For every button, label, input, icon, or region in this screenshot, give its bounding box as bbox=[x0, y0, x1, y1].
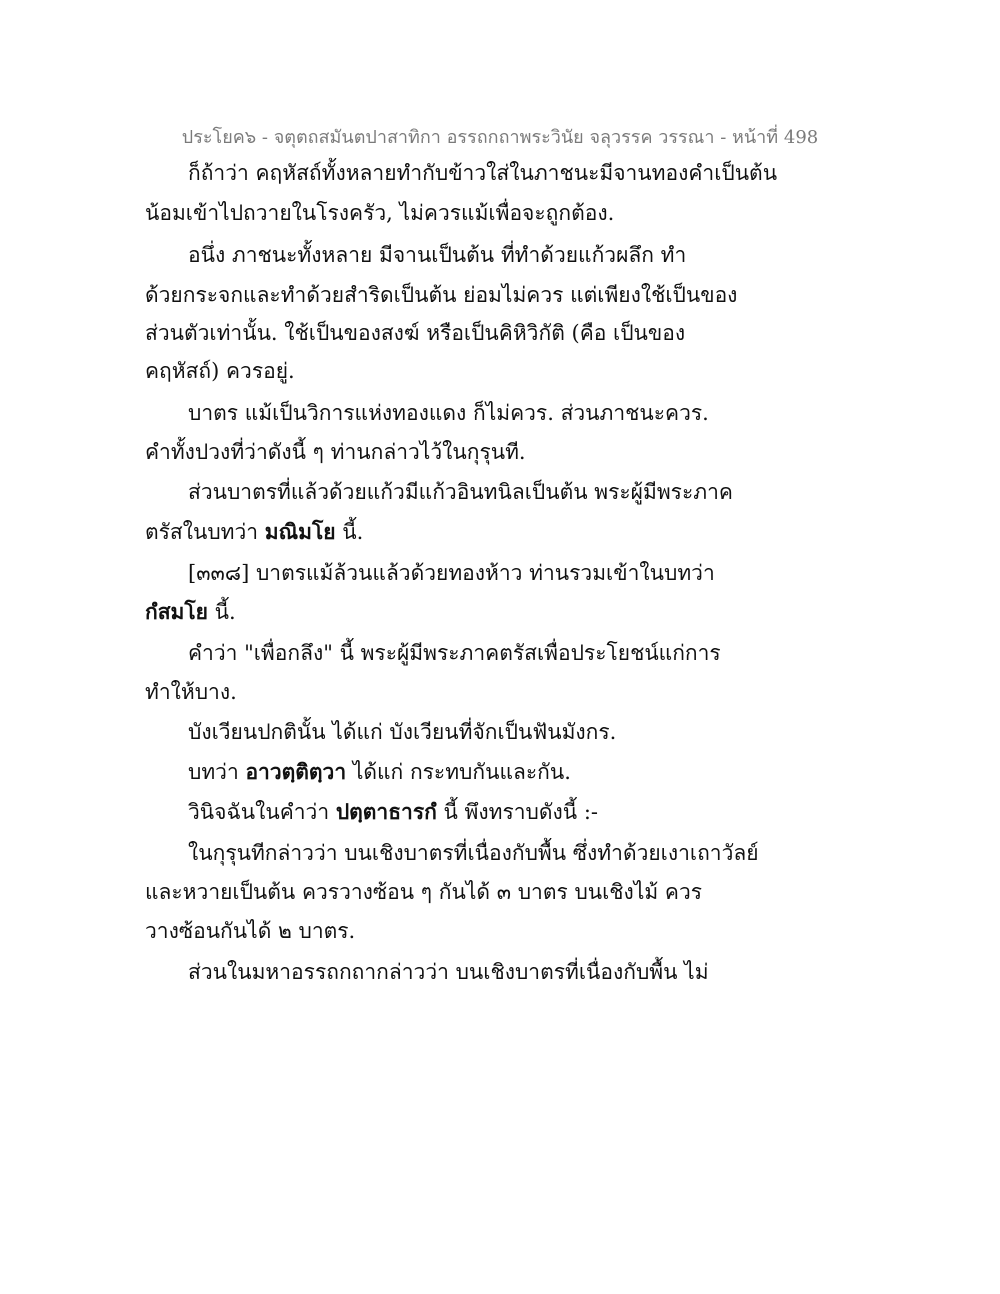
body-line: น้อมเข้าไปถวายในโรงครัว, ไม่ควรแม้เพื่อจะถูกต้อง. bbox=[145, 201, 615, 225]
body-text: บทว่า bbox=[188, 760, 246, 784]
body-line: บังเวียนปกตินั้น ได้แก่ บังเวียนที่จักเป็นฟันมังกร. bbox=[188, 720, 617, 744]
body-text: ตรัสในบทว่า bbox=[145, 520, 265, 544]
body-line: ส่วนตัวเท่านั้น. ใช้เป็นของสงฆ์ หรือเป็นคิหิวิกัติ (คือ เป็นของ bbox=[145, 321, 686, 345]
body-line bbox=[145, 597, 236, 627]
body-line: คำทั้งปวงที่ว่าดังนี้ ๆ ท่านกล่าวไว้ในกุรุนที. bbox=[145, 440, 526, 464]
pali-term: กํสมโย bbox=[145, 599, 208, 624]
body-line: ก็ถ้าว่า คฤหัสถ์ทั้งหลายทำกับข้าวใส่ในภาชนะมีจานทองคำเป็นต้น bbox=[188, 161, 778, 185]
body-line: อนึ่ง ภาชนะทั้งหลาย มีจานเป็นต้น ที่ทำด้วยแก้วผลึก ทำ bbox=[188, 243, 687, 267]
body-line: คำว่า "เพื่อกลึง" นี้ พระผู้มีพระภาคตรัสเพื่อประโยชน์แก่การ bbox=[188, 641, 721, 665]
body-text: นี้ พึงทราบดังนี้ :- bbox=[436, 800, 598, 824]
body-line: วางซ้อนกันได้ ๒ บาตร. bbox=[145, 919, 356, 943]
body-line: ทำให้บาง. bbox=[145, 680, 237, 704]
body-line: คฤหัสถ์) ควรอยู่. bbox=[145, 359, 295, 383]
body-line: ส่วนบาตรที่แล้วด้วยแก้วมีแก้วอินทนิลเป็นต้น พระผู้มีพระภาค bbox=[188, 480, 733, 504]
pali-term: อาวตฺติตฺวา bbox=[245, 759, 347, 784]
body-line: ในกุรุนทีกล่าวว่า บนเชิงบาตรที่เนื่องกับพื้น ซึ่งทำด้วยเงาเถาวัลย์ bbox=[188, 841, 759, 865]
body-line bbox=[145, 517, 363, 547]
body-line: บาตร แม้เป็นวิการแห่งทองแดง ก็ไม่ควร. ส่วนภาชนะควร. bbox=[188, 401, 709, 425]
body-line: และหวายเป็นต้น ควรวางซ้อน ๆ กันได้ ๓ บาตร บนเชิงไม้ ควร bbox=[145, 880, 703, 904]
pali-term: มณิมโย bbox=[264, 519, 336, 544]
pali-term: ปตฺตาธารกํ bbox=[335, 799, 437, 824]
body-text: วินิจฉันในคำว่า bbox=[188, 800, 336, 824]
body-line: ส่วนในมหาอรรถกถากล่าวว่า บนเชิงบาตรที่เนื่องกับพื้น ไม่ bbox=[188, 960, 709, 984]
body-line: ด้วยกระจกและทำด้วยสำริดเป็นต้น ย่อมไม่ควร แต่เพียงใช้เป็นของ bbox=[145, 283, 738, 307]
body-text: นี้. bbox=[207, 600, 236, 624]
body-line bbox=[188, 757, 571, 787]
body-line bbox=[188, 797, 598, 827]
body-line: [๓๓๘] บาตรแม้ล้วนแล้วด้วยทองห้าว ท่านรวมเข้าในบทว่า bbox=[188, 561, 715, 585]
body-text: ได้แก่ กระทบกันและกัน. bbox=[346, 760, 571, 784]
page-header: ประโยค๖ - จตุตถสมันตปาสาทิกา อรรถกถาพระวินัย จลุวรรค วรรณา - หน้าที่ 498 bbox=[181, 127, 819, 148]
body-text: นี้. bbox=[335, 520, 364, 544]
